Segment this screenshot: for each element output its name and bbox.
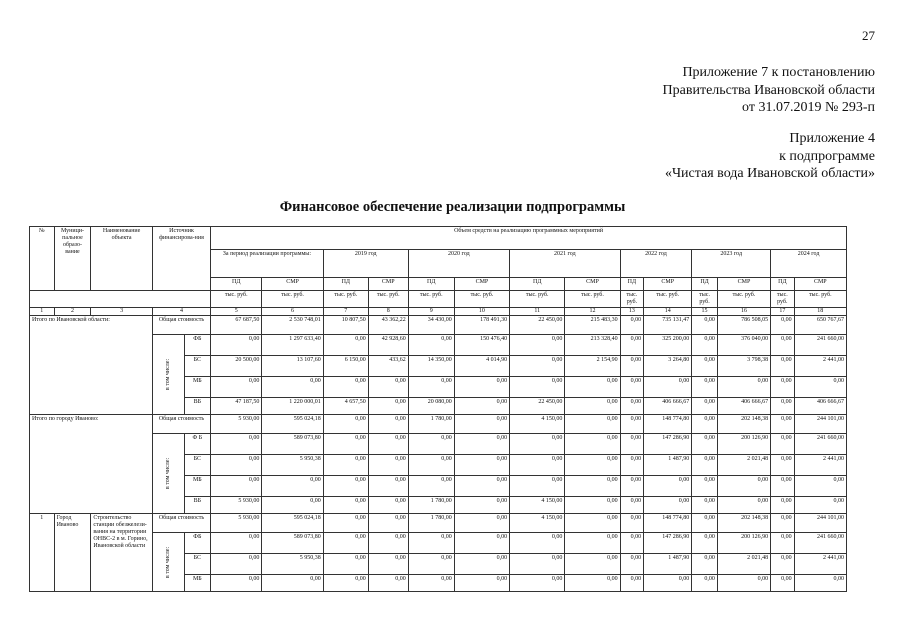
- incl-label-vertical: [152, 434, 184, 514]
- value-cell: 0,00: [771, 575, 795, 592]
- value-cell: 0,00: [510, 377, 565, 398]
- value-cell: 0,00: [262, 575, 323, 592]
- value-cell: 0,00: [644, 476, 692, 497]
- value-cell: 213 328,40: [565, 335, 620, 356]
- column-number: 13: [620, 308, 644, 316]
- value-cell: 0,00: [323, 533, 368, 554]
- value-cell: 0,00: [262, 497, 323, 514]
- value-cell: 0,00: [644, 575, 692, 592]
- column-number: 16: [717, 308, 770, 316]
- appendix-line: «Чистая вода Ивановской области»: [664, 166, 875, 181]
- value-cell: 0,00: [323, 455, 368, 476]
- unit-spacer: [30, 291, 211, 308]
- value-cell: 0,00: [323, 497, 368, 514]
- value-cell: 0,00: [510, 335, 565, 356]
- period-header: 2023 год: [692, 250, 771, 278]
- value-cell: 0,00: [717, 497, 770, 514]
- value-cell: 0,00: [323, 575, 368, 592]
- value-cell: 0,00: [454, 554, 509, 575]
- source-label: ФБ: [184, 335, 211, 356]
- appendix-line: Приложение 7 к постановлению: [682, 65, 875, 80]
- value-cell: 0,00: [771, 554, 795, 575]
- value-cell: 0,00: [510, 434, 565, 455]
- column-number: 2: [54, 308, 91, 316]
- row-number: 1: [30, 514, 55, 592]
- value-cell: 0,00: [565, 514, 620, 533]
- value-cell: 2 441,00: [794, 455, 846, 476]
- unit-label: тыс. руб.: [454, 291, 509, 308]
- value-cell: 241 660,00: [794, 434, 846, 455]
- value-cell: 1 780,00: [408, 514, 454, 533]
- value-cell: 595 024,18: [262, 514, 323, 533]
- value-cell: 0,00: [692, 497, 718, 514]
- value-cell: 0,00: [211, 377, 262, 398]
- incl-label-vertical: [152, 533, 184, 592]
- value-cell: 0,00: [454, 575, 509, 592]
- value-cell: 0,00: [620, 476, 644, 497]
- value-cell: 0,00: [620, 415, 644, 434]
- value-cell: 0,00: [211, 455, 262, 476]
- value-cell: 0,00: [211, 434, 262, 455]
- value-cell: 0,00: [565, 554, 620, 575]
- total-cost-label: Общая стоимость: [152, 514, 210, 533]
- value-cell: 0,00: [565, 377, 620, 398]
- value-cell: 0,00: [771, 514, 795, 533]
- value-cell: 0,00: [717, 476, 770, 497]
- value-cell: 1 780,00: [408, 415, 454, 434]
- value-cell: 0,00: [510, 575, 565, 592]
- appendix-line: к подпрограмме: [779, 148, 875, 164]
- value-cell: 244 101,00: [794, 415, 846, 434]
- pd-header: ПД: [620, 278, 644, 291]
- value-cell: 1 780,00: [408, 497, 454, 514]
- value-cell: 5 930,00: [211, 415, 262, 434]
- period-header: За период реализации программы:: [211, 250, 324, 278]
- value-cell: 244 101,00: [794, 514, 846, 533]
- value-cell: 0,00: [771, 335, 795, 356]
- value-cell: 0,00: [620, 455, 644, 476]
- value-cell: 4 657,50: [323, 398, 368, 415]
- value-cell: 178 491,30: [454, 316, 509, 335]
- group-label: Итого по Ивановской области:: [30, 316, 153, 415]
- value-cell: 0,00: [408, 575, 454, 592]
- financing-table: [29, 226, 847, 592]
- value-cell: 0,00: [408, 335, 454, 356]
- source-label: ВБ: [184, 497, 211, 514]
- value-cell: 0,00: [565, 415, 620, 434]
- value-cell: 202 148,38: [717, 415, 770, 434]
- value-cell: 147 286,90: [644, 533, 692, 554]
- value-cell: 0,00: [620, 316, 644, 335]
- value-cell: 0,00: [692, 415, 718, 434]
- value-cell: 0,00: [771, 455, 795, 476]
- value-cell: 406 666,67: [644, 398, 692, 415]
- unit-label: тыс. руб.: [717, 291, 770, 308]
- value-cell: 0,00: [771, 533, 795, 554]
- value-cell: 0,00: [771, 497, 795, 514]
- column-number: 1: [30, 308, 55, 316]
- value-cell: 0,00: [692, 533, 718, 554]
- value-cell: 786 508,05: [717, 316, 770, 335]
- value-cell: 67 687,50: [211, 316, 262, 335]
- value-cell: 376 040,00: [717, 335, 770, 356]
- source-label: МБ: [184, 575, 211, 592]
- pd-header: ПД: [211, 278, 262, 291]
- page-number: 27: [862, 28, 875, 43]
- period-header: 2024 год: [771, 250, 847, 278]
- value-cell: 0,00: [262, 476, 323, 497]
- value-cell: 3 798,38: [717, 356, 770, 377]
- value-cell: 0,00: [454, 434, 509, 455]
- value-cell: 2 021,48: [717, 455, 770, 476]
- value-cell: 406 666,67: [794, 398, 846, 415]
- value-cell: 241 660,00: [794, 533, 846, 554]
- value-cell: 10 807,50: [323, 316, 368, 335]
- value-cell: 0,00: [692, 575, 718, 592]
- value-cell: 0,00: [620, 514, 644, 533]
- value-cell: 2 154,90: [565, 356, 620, 377]
- value-cell: 0,00: [323, 415, 368, 434]
- unit-label: тыс. руб.: [692, 291, 718, 308]
- col-head-source: Источник финансирова-ния: [152, 227, 210, 291]
- document-title: Финансовое обеспечение реализации подпрограммы: [279, 199, 626, 215]
- col-head-num: №: [30, 227, 55, 291]
- column-number: 4: [152, 308, 210, 316]
- value-cell: 0,00: [565, 575, 620, 592]
- value-cell: 0,00: [644, 377, 692, 398]
- source-label: ВБ: [184, 398, 211, 415]
- value-cell: 0,00: [692, 335, 718, 356]
- appendix-line: Правительства Ивановской области: [662, 82, 875, 98]
- value-cell: 0,00: [323, 554, 368, 575]
- value-cell: 0,00: [262, 377, 323, 398]
- value-cell: 0,00: [510, 554, 565, 575]
- column-number: 7: [323, 308, 368, 316]
- value-cell: 2 530 748,01: [262, 316, 323, 335]
- table-row: [30, 335, 847, 356]
- source-label: МБ: [184, 377, 211, 398]
- value-cell: 1 220 000,01: [262, 398, 323, 415]
- value-cell: 0,00: [368, 533, 408, 554]
- value-cell: 0,00: [565, 497, 620, 514]
- col-head-volume: Объем средств на реализацию программных мероприятий: [211, 227, 847, 250]
- value-cell: 0,00: [211, 476, 262, 497]
- column-number: 8: [368, 308, 408, 316]
- value-cell: 4 150,00: [510, 497, 565, 514]
- value-cell: 589 073,80: [262, 533, 323, 554]
- value-cell: 0,00: [323, 377, 368, 398]
- pd-header: ПД: [771, 278, 795, 291]
- value-cell: 0,00: [565, 533, 620, 554]
- value-cell: 1 297 633,40: [262, 335, 323, 356]
- row-object: Строительство станции обезжелези-вания на территории ОНВС-2 в м. Горино, Ивановской области: [91, 514, 152, 592]
- appendix-subprogram-header: [665, 130, 875, 183]
- value-cell: 595 024,18: [262, 415, 323, 434]
- incl-label: в том числе:: [164, 358, 171, 391]
- value-cell: 0,00: [454, 415, 509, 434]
- value-cell: 0,00: [408, 554, 454, 575]
- value-cell: 5 930,00: [211, 497, 262, 514]
- period-header: 2020 год: [408, 250, 509, 278]
- value-cell: 0,00: [454, 514, 509, 533]
- value-cell: 0,00: [620, 533, 644, 554]
- value-cell: 0,00: [620, 377, 644, 398]
- unit-label: тыс. руб.: [408, 291, 454, 308]
- value-cell: 0,00: [692, 554, 718, 575]
- value-cell: 150 476,40: [454, 335, 509, 356]
- value-cell: 0,00: [323, 514, 368, 533]
- table-row: [30, 434, 847, 455]
- value-cell: 0,00: [692, 316, 718, 335]
- value-cell: 147 286,90: [644, 434, 692, 455]
- column-number: 5: [211, 308, 262, 316]
- value-cell: 0,00: [794, 497, 846, 514]
- unit-label: тыс. руб.: [211, 291, 262, 308]
- value-cell: 202 148,38: [717, 514, 770, 533]
- value-cell: 0,00: [692, 434, 718, 455]
- value-cell: 589 073,80: [262, 434, 323, 455]
- value-cell: 0,00: [717, 575, 770, 592]
- value-cell: 0,00: [692, 455, 718, 476]
- value-cell: 0,00: [368, 497, 408, 514]
- value-cell: 200 126,90: [717, 533, 770, 554]
- value-cell: 0,00: [692, 476, 718, 497]
- value-cell: 0,00: [692, 356, 718, 377]
- value-cell: 0,00: [368, 554, 408, 575]
- value-cell: 0,00: [794, 377, 846, 398]
- total-cost-label: Общая стоимость: [152, 316, 210, 335]
- appendix-line: Приложение 4: [789, 131, 875, 146]
- value-cell: 200 126,90: [717, 434, 770, 455]
- unit-label: тыс. руб.: [565, 291, 620, 308]
- value-cell: 34 430,00: [408, 316, 454, 335]
- smr-header: СМР: [262, 278, 323, 291]
- value-cell: 22 450,00: [510, 316, 565, 335]
- value-cell: 4 150,00: [510, 514, 565, 533]
- value-cell: 0,00: [771, 476, 795, 497]
- smr-header: СМР: [454, 278, 509, 291]
- value-cell: 0,00: [620, 434, 644, 455]
- value-cell: 20 080,00: [408, 398, 454, 415]
- column-number: 9: [408, 308, 454, 316]
- value-cell: 0,00: [771, 415, 795, 434]
- incl-label-vertical: [152, 335, 184, 415]
- value-cell: 148 774,80: [644, 514, 692, 533]
- value-cell: 0,00: [510, 455, 565, 476]
- value-cell: 0,00: [408, 455, 454, 476]
- value-cell: 4 150,00: [510, 415, 565, 434]
- value-cell: 42 928,60: [368, 335, 408, 356]
- column-number: 12: [565, 308, 620, 316]
- value-cell: 47 187,50: [211, 398, 262, 415]
- value-cell: 2 021,48: [717, 554, 770, 575]
- value-cell: 0,00: [565, 455, 620, 476]
- value-cell: 0,00: [771, 356, 795, 377]
- value-cell: 0,00: [620, 497, 644, 514]
- unit-label: тыс. руб.: [262, 291, 323, 308]
- table-row: [30, 316, 847, 335]
- period-header: 2022 год: [620, 250, 692, 278]
- value-cell: 0,00: [323, 434, 368, 455]
- value-cell: 43 362,22: [368, 316, 408, 335]
- value-cell: 0,00: [211, 533, 262, 554]
- value-cell: 0,00: [211, 575, 262, 592]
- value-cell: 0,00: [620, 575, 644, 592]
- value-cell: 0,00: [323, 335, 368, 356]
- smr-header: СМР: [794, 278, 846, 291]
- value-cell: 22 450,00: [510, 398, 565, 415]
- value-cell: 0,00: [454, 377, 509, 398]
- unit-label: тыс. руб.: [771, 291, 795, 308]
- unit-label: тыс. руб.: [620, 291, 644, 308]
- value-cell: 6 150,00: [323, 356, 368, 377]
- source-label: МБ: [184, 476, 211, 497]
- source-label: Ф Б: [184, 434, 211, 455]
- column-number: 6: [262, 308, 323, 316]
- value-cell: 0,00: [454, 497, 509, 514]
- row-municipality: Город Иваново: [54, 514, 91, 592]
- column-number: 11: [510, 308, 565, 316]
- unit-label: тыс. руб.: [644, 291, 692, 308]
- value-cell: 1 487,90: [644, 554, 692, 575]
- unit-label: тыс. руб.: [323, 291, 368, 308]
- value-cell: 0,00: [368, 415, 408, 434]
- value-cell: 5 950,38: [262, 554, 323, 575]
- value-cell: 0,00: [565, 476, 620, 497]
- value-cell: 0,00: [692, 514, 718, 533]
- value-cell: 5 930,00: [211, 514, 262, 533]
- unit-label: тыс. руб.: [794, 291, 846, 308]
- source-label: ФБ: [184, 533, 211, 554]
- col-head-municipality: Муници-пальное образо-вание: [54, 227, 91, 291]
- value-cell: 0,00: [211, 554, 262, 575]
- value-cell: 0,00: [717, 377, 770, 398]
- value-cell: 0,00: [794, 575, 846, 592]
- value-cell: 325 200,00: [644, 335, 692, 356]
- value-cell: 5 950,38: [262, 455, 323, 476]
- incl-label: в том числе:: [164, 457, 171, 490]
- value-cell: 0,00: [565, 398, 620, 415]
- value-cell: 0,00: [771, 377, 795, 398]
- column-number: 14: [644, 308, 692, 316]
- value-cell: 0,00: [368, 514, 408, 533]
- source-label: БС: [184, 455, 211, 476]
- value-cell: 0,00: [323, 476, 368, 497]
- value-cell: 0,00: [620, 356, 644, 377]
- col-head-object: Наименование объекта: [91, 227, 152, 291]
- value-cell: 0,00: [408, 533, 454, 554]
- value-cell: 0,00: [211, 335, 262, 356]
- smr-header: СМР: [644, 278, 692, 291]
- value-cell: 0,00: [510, 356, 565, 377]
- value-cell: 0,00: [408, 434, 454, 455]
- value-cell: 0,00: [408, 377, 454, 398]
- value-cell: 0,00: [368, 377, 408, 398]
- value-cell: 2 441,00: [794, 554, 846, 575]
- value-cell: 0,00: [408, 476, 454, 497]
- period-header: 2021 год: [510, 250, 621, 278]
- appendix-resolution-header: [663, 64, 875, 117]
- smr-header: СМР: [717, 278, 770, 291]
- value-cell: 2 441,00: [794, 356, 846, 377]
- table-row: [30, 533, 847, 554]
- value-cell: 0,00: [368, 476, 408, 497]
- appendix-line: от 31.07.2019 № 293-п: [742, 100, 875, 115]
- value-cell: 1 487,90: [644, 455, 692, 476]
- total-cost-label: Общая стоимость: [152, 415, 210, 434]
- smr-header: СМР: [368, 278, 408, 291]
- unit-label: тыс. руб.: [368, 291, 408, 308]
- column-number: 18: [794, 308, 846, 316]
- value-cell: 650 767,67: [794, 316, 846, 335]
- period-header: 2019 год: [323, 250, 408, 278]
- group-label: Итого по городу Иваново:: [30, 415, 153, 514]
- value-cell: 0,00: [510, 533, 565, 554]
- column-number: 17: [771, 308, 795, 316]
- source-label: БС: [184, 554, 211, 575]
- smr-header: СМР: [565, 278, 620, 291]
- unit-label: тыс. руб.: [510, 291, 565, 308]
- column-number: 3: [91, 308, 152, 316]
- column-number: 10: [454, 308, 509, 316]
- value-cell: 0,00: [368, 575, 408, 592]
- column-number: 15: [692, 308, 718, 316]
- pd-header: ПД: [692, 278, 718, 291]
- value-cell: 406 666,67: [717, 398, 770, 415]
- value-cell: 0,00: [771, 398, 795, 415]
- value-cell: 0,00: [510, 476, 565, 497]
- value-cell: 4 014,90: [454, 356, 509, 377]
- pd-header: ПД: [510, 278, 565, 291]
- value-cell: 0,00: [771, 316, 795, 335]
- pd-header: ПД: [323, 278, 368, 291]
- value-cell: 0,00: [565, 434, 620, 455]
- value-cell: 0,00: [692, 398, 718, 415]
- value-cell: 433,62: [368, 356, 408, 377]
- value-cell: 0,00: [368, 455, 408, 476]
- value-cell: 241 660,00: [794, 335, 846, 356]
- value-cell: 13 107,60: [262, 356, 323, 377]
- value-cell: 215 483,30: [565, 316, 620, 335]
- table-row: [30, 514, 847, 533]
- table-row: [30, 415, 847, 434]
- value-cell: 0,00: [620, 335, 644, 356]
- value-cell: 0,00: [368, 434, 408, 455]
- value-cell: 0,00: [454, 455, 509, 476]
- value-cell: 0,00: [620, 554, 644, 575]
- incl-label: в том числе:: [164, 546, 171, 578]
- pd-header: ПД: [408, 278, 454, 291]
- value-cell: 0,00: [794, 476, 846, 497]
- value-cell: 0,00: [454, 533, 509, 554]
- value-cell: 20 500,00: [211, 356, 262, 377]
- value-cell: 0,00: [454, 398, 509, 415]
- value-cell: 148 774,80: [644, 415, 692, 434]
- value-cell: 0,00: [368, 398, 408, 415]
- value-cell: 0,00: [644, 497, 692, 514]
- source-label: БС: [184, 356, 211, 377]
- value-cell: 14 350,00: [408, 356, 454, 377]
- value-cell: 0,00: [692, 377, 718, 398]
- value-cell: 0,00: [454, 476, 509, 497]
- value-cell: 0,00: [620, 398, 644, 415]
- value-cell: 0,00: [771, 434, 795, 455]
- value-cell: 3 264,80: [644, 356, 692, 377]
- value-cell: 735 131,47: [644, 316, 692, 335]
